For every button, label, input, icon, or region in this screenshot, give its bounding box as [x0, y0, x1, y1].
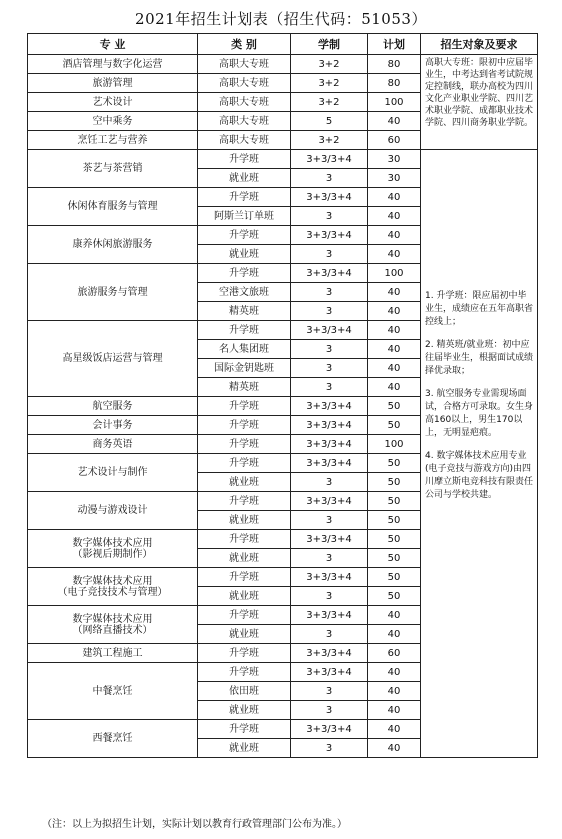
table-row — [28, 55, 538, 74]
plan-cell: 40 — [368, 739, 421, 758]
duration-cell: 3 — [291, 359, 368, 378]
header-requirements: 招生对象及要求 — [421, 34, 538, 55]
category-cell: 升学班 — [198, 397, 291, 416]
plan-cell: 50 — [368, 530, 421, 549]
plan-cell: 40 — [368, 663, 421, 682]
category-cell: 升学班 — [198, 188, 291, 207]
page-title: 2021年招生计划表（招生代码：51053） — [135, 10, 427, 28]
duration-cell: 3 — [291, 549, 368, 568]
category-cell: 升学班 — [198, 606, 291, 625]
category-cell: 精英班 — [198, 302, 291, 321]
major-cell: 休闲体育服务与管理 — [28, 188, 198, 226]
plan-cell: 50 — [368, 568, 421, 587]
major-cell: 空中乘务 — [28, 112, 198, 131]
major-cell: 高星级饭店运营与管理 — [28, 321, 198, 397]
plan-cell: 40 — [368, 701, 421, 720]
duration-cell: 3+3/3+4 — [291, 568, 368, 587]
category-cell: 升学班 — [198, 568, 291, 587]
header-category: 类 别 — [198, 34, 291, 55]
plan-cell: 40 — [368, 378, 421, 397]
duration-cell: 3 — [291, 625, 368, 644]
requirements-cell-junior-college: 高职大专班：限初中应届毕业生，中考达到省考试院规定控制线，联办高校为四川文化产业职业学院、四川艺术职业学院、成都职业技术学院、四川商务职业学院。 — [421, 55, 538, 150]
category-cell: 升学班 — [198, 663, 291, 682]
category-cell: 阿斯兰订单班 — [198, 207, 291, 226]
duration-cell: 3 — [291, 207, 368, 226]
major-cell: 西餐烹饪 — [28, 720, 198, 758]
requirement-item: 1. 升学班：限应届初中毕业生，成绩应在五年高职省控线上； — [425, 291, 534, 327]
duration-cell: 3 — [291, 302, 368, 321]
plan-cell: 50 — [368, 511, 421, 530]
header-major: 专 业 — [28, 34, 198, 55]
category-cell: 升学班 — [198, 454, 291, 473]
category-cell: 就业班 — [198, 549, 291, 568]
duration-cell: 3+3/3+4 — [291, 188, 368, 207]
category-cell: 升学班 — [198, 264, 291, 283]
duration-cell: 3 — [291, 739, 368, 758]
plan-cell: 80 — [368, 74, 421, 93]
plan-cell: 60 — [368, 131, 421, 150]
requirement-item: 4. 数字媒体技术应用专业(电子竞技与游戏方向)由四川摩立斯电竞科技有限责任公司与学校共建。 — [425, 451, 534, 500]
category-cell: 就业班 — [198, 625, 291, 644]
category-cell: 依田班 — [198, 682, 291, 701]
duration-cell: 3+2 — [291, 55, 368, 74]
major-cell: 数字媒体技术应用 （电子竞技技术与管理） — [28, 568, 198, 606]
major-cell: 会计事务 — [28, 416, 198, 435]
plan-cell: 40 — [368, 321, 421, 340]
duration-cell: 3 — [291, 340, 368, 359]
duration-cell: 3+3/3+4 — [291, 720, 368, 739]
plan-cell: 60 — [368, 644, 421, 663]
plan-cell: 50 — [368, 549, 421, 568]
plan-cell: 40 — [368, 359, 421, 378]
major-cell: 茶艺与茶营销 — [28, 150, 198, 188]
duration-cell: 3+3/3+4 — [291, 606, 368, 625]
plan-cell: 100 — [368, 93, 421, 112]
plan-cell: 100 — [368, 264, 421, 283]
duration-cell: 3+3/3+4 — [291, 530, 368, 549]
major-cell: 商务英语 — [28, 435, 198, 454]
plan-cell: 50 — [368, 397, 421, 416]
category-cell: 升学班 — [198, 644, 291, 663]
major-cell: 烹饪工艺与营养 — [28, 131, 198, 150]
category-cell: 就业班 — [198, 511, 291, 530]
major-cell: 数字媒体技术应用 （网络直播技术） — [28, 606, 198, 644]
category-cell: 高职大专班 — [198, 112, 291, 131]
plan-cell: 40 — [368, 112, 421, 131]
header-duration: 学制 — [291, 34, 368, 55]
plan-cell: 40 — [368, 188, 421, 207]
plan-cell: 50 — [368, 473, 421, 492]
duration-cell: 3+2 — [291, 131, 368, 150]
duration-cell: 3 — [291, 378, 368, 397]
category-cell: 就业班 — [198, 587, 291, 606]
plan-cell: 40 — [368, 302, 421, 321]
plan-cell: 30 — [368, 169, 421, 188]
plan-cell: 40 — [368, 207, 421, 226]
requirement-item: 2. 精英班/就业班：初中应往届毕业生，根据面试成绩择优录取； — [425, 340, 534, 376]
category-cell: 高职大专班 — [198, 131, 291, 150]
duration-cell: 5 — [291, 112, 368, 131]
duration-cell: 3 — [291, 511, 368, 530]
plan-cell: 30 — [368, 150, 421, 169]
duration-cell: 3+3/3+4 — [291, 492, 368, 511]
header-plan: 计划 — [368, 34, 421, 55]
major-cell: 康养休闲旅游服务 — [28, 226, 198, 264]
plan-cell: 50 — [368, 492, 421, 511]
category-cell: 精英班 — [198, 378, 291, 397]
major-cell: 艺术设计 — [28, 93, 198, 112]
enrollment-table — [27, 33, 538, 758]
duration-cell: 3+3/3+4 — [291, 663, 368, 682]
duration-cell: 3+2 — [291, 74, 368, 93]
category-cell: 就业班 — [198, 739, 291, 758]
major-cell: 酒店管理与数字化运营 — [28, 55, 198, 74]
duration-cell: 3 — [291, 473, 368, 492]
duration-cell: 3+3/3+4 — [291, 644, 368, 663]
plan-cell: 40 — [368, 226, 421, 245]
category-cell: 高职大专班 — [198, 74, 291, 93]
plan-cell: 40 — [368, 606, 421, 625]
duration-cell: 3+3/3+4 — [291, 321, 368, 340]
plan-cell: 40 — [368, 720, 421, 739]
plan-cell: 40 — [368, 340, 421, 359]
plan-cell: 40 — [368, 245, 421, 264]
plan-cell: 40 — [368, 625, 421, 644]
category-cell: 国际金钥匙班 — [198, 359, 291, 378]
category-cell: 升学班 — [198, 416, 291, 435]
category-cell: 就业班 — [198, 701, 291, 720]
major-cell: 旅游管理 — [28, 74, 198, 93]
category-cell: 升学班 — [198, 435, 291, 454]
major-cell: 航空服务 — [28, 397, 198, 416]
duration-cell: 3+3/3+4 — [291, 416, 368, 435]
duration-cell: 3+3/3+4 — [291, 226, 368, 245]
duration-cell: 3 — [291, 682, 368, 701]
plan-cell: 80 — [368, 55, 421, 74]
category-cell: 升学班 — [198, 720, 291, 739]
duration-cell: 3+3/3+4 — [291, 397, 368, 416]
plan-cell: 50 — [368, 587, 421, 606]
duration-cell: 3+3/3+4 — [291, 454, 368, 473]
major-cell: 数字媒体技术应用 （影视后期制作） — [28, 530, 198, 568]
category-cell: 就业班 — [198, 169, 291, 188]
major-cell: 旅游服务与管理 — [28, 264, 198, 321]
table-row — [28, 150, 538, 169]
plan-cell: 50 — [368, 454, 421, 473]
duration-cell: 3 — [291, 587, 368, 606]
category-cell: 升学班 — [198, 492, 291, 511]
category-cell: 就业班 — [198, 473, 291, 492]
duration-cell: 3 — [291, 169, 368, 188]
plan-cell: 40 — [368, 682, 421, 701]
category-cell: 高职大专班 — [198, 93, 291, 112]
category-cell: 空港文旅班 — [198, 283, 291, 302]
header-row — [28, 34, 538, 55]
major-cell: 中餐烹饪 — [28, 663, 198, 720]
plan-cell: 40 — [368, 283, 421, 302]
category-cell: 升学班 — [198, 530, 291, 549]
requirement-item: 3. 航空服务专业需现场面试，合格方可录取。女生身高160以上，男生170以上，无明显疤痕。 — [425, 389, 534, 438]
duration-cell: 3 — [291, 701, 368, 720]
footnote: （注：以上为拟招生计划，实际计划以教育行政管理部门公布为准。） — [42, 819, 347, 830]
major-cell: 动漫与游戏设计 — [28, 492, 198, 530]
category-cell: 高职大专班 — [198, 55, 291, 74]
category-cell: 名人集团班 — [198, 340, 291, 359]
duration-cell: 3+3/3+4 — [291, 150, 368, 169]
requirements-cell-secondary — [421, 150, 538, 758]
category-cell: 就业班 — [198, 245, 291, 264]
plan-cell: 100 — [368, 435, 421, 454]
duration-cell: 3 — [291, 245, 368, 264]
category-cell: 升学班 — [198, 226, 291, 245]
category-cell: 升学班 — [198, 150, 291, 169]
major-cell: 建筑工程施工 — [28, 644, 198, 663]
duration-cell: 3+3/3+4 — [291, 435, 368, 454]
category-cell: 升学班 — [198, 321, 291, 340]
duration-cell: 3+2 — [291, 93, 368, 112]
duration-cell: 3 — [291, 283, 368, 302]
duration-cell: 3+3/3+4 — [291, 264, 368, 283]
plan-cell: 50 — [368, 416, 421, 435]
major-cell: 艺术设计与制作 — [28, 454, 198, 492]
